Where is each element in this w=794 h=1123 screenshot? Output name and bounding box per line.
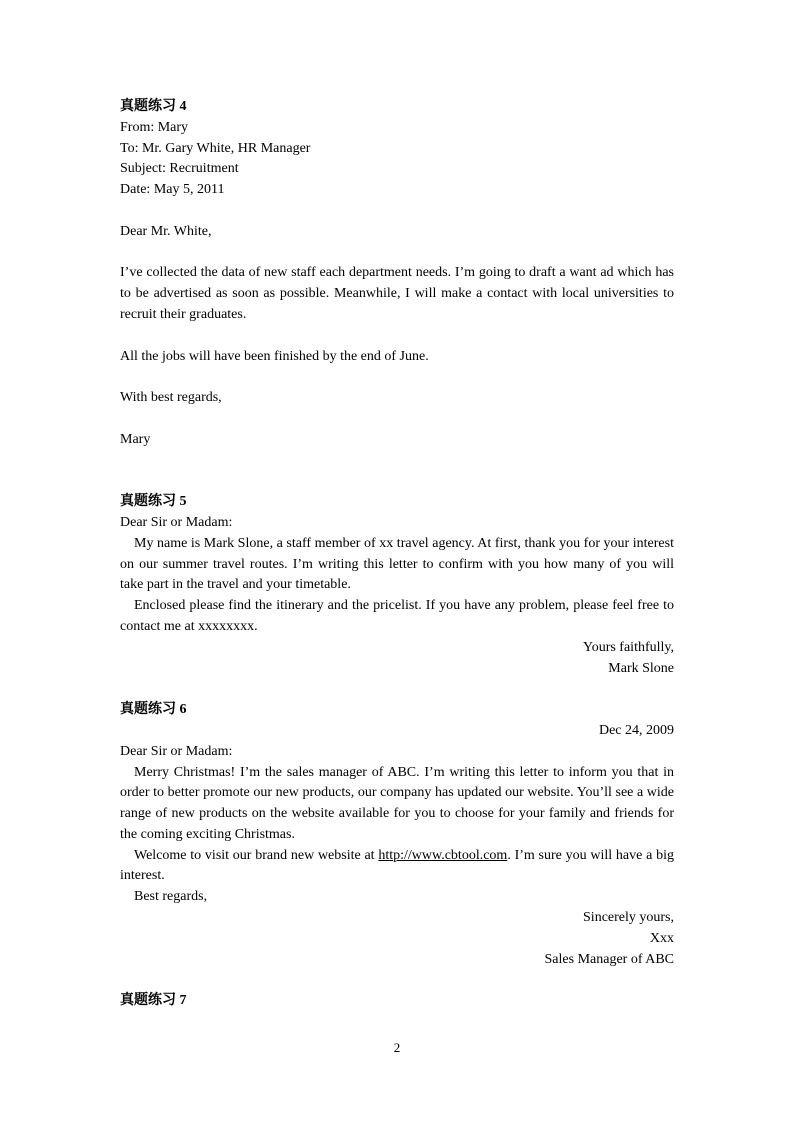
section-7-heading: 真题练习 7 xyxy=(120,993,187,1009)
blank-line xyxy=(120,471,674,492)
blank-line xyxy=(120,243,674,264)
memo-to: To: Mr. Gary White, HR Manager xyxy=(120,140,311,156)
section-6-date: Dec 24, 2009 xyxy=(598,722,674,738)
section-5-salutation: Dear Sir or Madam: xyxy=(120,514,233,530)
section-4-salutation: Dear Mr. White, xyxy=(120,223,212,239)
section-4-signature: Mary xyxy=(120,431,151,447)
section-6-signer-title: Sales Manager of ABC xyxy=(544,951,674,967)
blank-line xyxy=(120,451,674,472)
section-4-body-paragraph-2: All the jobs will have been finished by the end of June. xyxy=(120,348,429,364)
section-4-closing: With best regards, xyxy=(120,390,222,406)
section-6-body-paragraph-2 xyxy=(120,846,674,888)
website-text-after: . I’m sure you will have a big interest. xyxy=(120,847,674,884)
section-5-closing: Yours faithfully, xyxy=(582,639,674,655)
section-5-heading: 真题练习 5 xyxy=(120,494,187,510)
blank-line xyxy=(120,326,674,347)
document-content xyxy=(120,97,674,1012)
blank-line xyxy=(120,679,674,700)
blank-line xyxy=(120,409,674,430)
memo-from: From: Mary xyxy=(120,119,189,135)
blank-line xyxy=(120,201,674,222)
website-link[interactable]: http://www.cbtool.com xyxy=(378,847,508,863)
blank-line xyxy=(120,970,674,991)
website-text-before: Welcome to visit our brand new website at xyxy=(134,847,379,863)
memo-subject: Subject: Recruitment xyxy=(120,161,239,177)
section-4-body-paragraph-1: I’ve collected the data of new staff each department needs. I’m going to draft a want ad which has to be advertised as soon as possible. Meanwhile, I will make a contact with local universities to recruit their graduates. xyxy=(120,265,674,322)
section-6-closing: Sincerely yours, xyxy=(583,910,674,926)
section-6-body-paragraph-1: Merry Christmas! I’m the sales manager of ABC. I’m writing this letter to inform you that in order to better promote our new products, our company has updated our website. You’ll see a wide range of new products on the website available for you to choose for your family and friends for the coming exciting Christmas. xyxy=(120,764,674,842)
section-5-signature: Mark Slone xyxy=(608,660,674,676)
page-number: 2 xyxy=(393,1040,401,1055)
blank-line xyxy=(120,367,674,388)
section-6-heading: 真题练习 6 xyxy=(120,702,187,718)
section-6-salutation: Dear Sir or Madam: xyxy=(120,743,233,759)
section-5-body-paragraph-1: My name is Mark Slone, a staff member of xx travel agency. At first, thank you for your interest on our summer travel routes. I’m writing this letter to confirm with you how many of you will take part in the travel and your timetable. xyxy=(120,535,674,593)
section-5-body-paragraph-2: Enclosed please find the itinerary and the pricelist. If you have any problem, please feel free to contact me at xxxxxxxx. xyxy=(120,598,674,634)
section-6-best-regards: Best regards, xyxy=(134,889,208,905)
section-6-signature: Xxx xyxy=(649,930,674,946)
section-4-heading: 真题练习 4 xyxy=(120,99,187,114)
memo-date: Date: May 5, 2011 xyxy=(120,182,225,198)
